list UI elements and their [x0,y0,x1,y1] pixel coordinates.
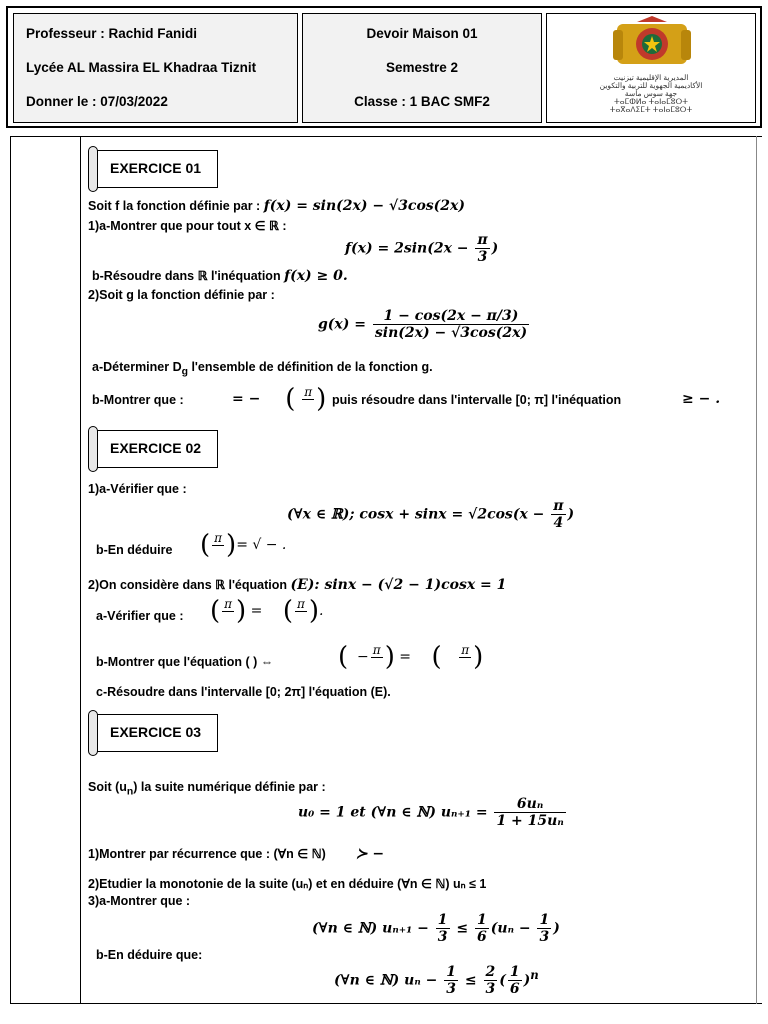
header-left-cell [13,13,298,123]
ex1-q1a: 1)a-Montrer que pour tout x ∈ ℝ : [88,219,287,233]
professor-name: Professeur : Rachid Fanidi [26,26,198,41]
ex2-q1b-formula: ( π )= √ − . [200,530,287,560]
ex1-q2b-rest: puis résoudre dans l'intervalle [0; π] l'inéquation [332,393,622,407]
scroll-icon [88,146,98,192]
ex1-intro: Soit f la fonction définie par : f(x) = sin(2x) − √3cos(2x) [88,198,466,214]
moroccan-emblem-icon [547,16,757,76]
ex1-g-formula: g(x) = $\frac{1 - \cos(2x - \pi/3)}{\sin(2x) - √3\cos(2x)}$ [318,308,528,341]
ex2-q2a-formula: ( π ) = ( π ). [210,596,324,626]
exercise-3-banner [88,710,218,756]
ex3-q1: 1)Montrer par récurrence que : (∀n ∈ ℕ) ≻ − [88,846,385,862]
logo-text-5: ⵜⴰⴳⴰⴷⵉⵎⵜ ⵜⴰⵏⴰⵎⵓⵔⵜ [609,105,693,114]
class-label: Classe : 1 BAC SMF2 [354,94,490,109]
header-logo-cell [546,13,756,123]
semester-label: Semestre 2 [385,60,459,75]
logo-text-2: الأكاديمية الجهوية للتربية والتكوين [599,81,703,90]
ex1-q2b-end: ≥ − . [682,391,721,407]
exercise-2-banner [88,426,218,472]
ex1-q1a-formula: f(x) = 2sin(2x − $\frac{\pi}{3}$ ) [345,232,499,265]
ex2-q2: 2)On considère dans ℝ l'équation (E): sinx − (√2 − 1)cosx = 1 [88,577,507,593]
exercise-1-banner [88,146,218,192]
assignment-title: Devoir Maison 01 [366,26,478,41]
margin-line [80,136,81,1004]
scroll-icon [88,426,98,472]
header-center-cell [302,13,542,123]
exercise-1-title: EXERCICE 01 [110,160,202,176]
ex3-q2: 2)Etudier la monotonie de la suite (uₙ) et en déduire (∀n ∈ ℕ) uₙ ≤ 1 [88,877,487,891]
ex3-definition: u₀ = 1 et (∀n ∈ ℕ) uₙ₊₁ = $\frac{\text{6uₙ}}{\text{1 + 15uₙ}}$ [298,796,564,829]
logo-text-4: ⵜⴰⵎⵀⵍⴰ ⵜⴰⵏⴰⵎⵓⵔⵜ [614,97,688,106]
header-box [6,6,762,128]
ex3-q3a: 3)a-Montrer que : [88,894,191,908]
content-frame [10,136,762,1004]
ex2-q1a: 1)a-Vérifier que : [88,482,187,496]
ex1-q1b: b-Résoudre dans ℝ l'inéquation f(x) ≥ 0. [92,268,348,284]
logo-text-1: المديرية الإقليمية تيزنيت [613,73,689,82]
assignment-date: Donner le : 07/03/2022 [26,94,168,109]
ex1-q2: 2)Soit g la fonction définie par : [88,288,275,302]
ex2-q2b: b-Montrer que l'équation ( ) ⇔ [96,655,274,669]
school-name: Lycée AL Massira EL Khadraa Tiznit [26,60,257,75]
ex3-intro: Soit $(u_n)$ la suite numérique définie par : [88,780,326,798]
ex1-q2b-formula: = − ( π ) [232,384,327,414]
ex2-q2b-formula: ( − π ) = ( π ) [338,642,484,672]
right-margin-line [756,136,757,1004]
exercise-2-title: EXERCICE 02 [110,440,202,456]
ex3-q3b-formula: (∀n ∈ ℕ) uₙ − $\frac{1}{3}$ ≤ $\frac{2}{3}$ ( $\frac{1}{6}$ )$^n$ [334,964,539,997]
logo-text-3: جهة سوس ماسة [624,89,678,98]
ex3-q3b: b-En déduire que: [96,948,203,962]
ex2-q2a: a-Vérifier que : [96,609,184,623]
ex1-q2a: a-Déterminer $D_g$ l'ensemble de définition de la fonction g. [92,360,433,378]
ex2-q2c: c-Résoudre dans l'intervalle [0; 2π] l'équation (E). [96,685,391,699]
ex1-q2b: b-Montrer que : [92,393,184,407]
scroll-icon [88,710,98,756]
ex2-q1b: b-En déduire [96,543,173,557]
exercise-3-title: EXERCICE 03 [110,724,202,740]
ex2-q1a-formula: (∀x ∈ ℝ); cosx + sinx = √2cos(x − $\frac{\pi}{4}$ ) [287,498,575,531]
ex3-q3a-formula: (∀n ∈ ℕ) uₙ₊₁ − $\frac{1}{3}$ ≤ $\frac{1}{6}$ (uₙ − $\frac{1}{3}$ ) [312,912,560,945]
